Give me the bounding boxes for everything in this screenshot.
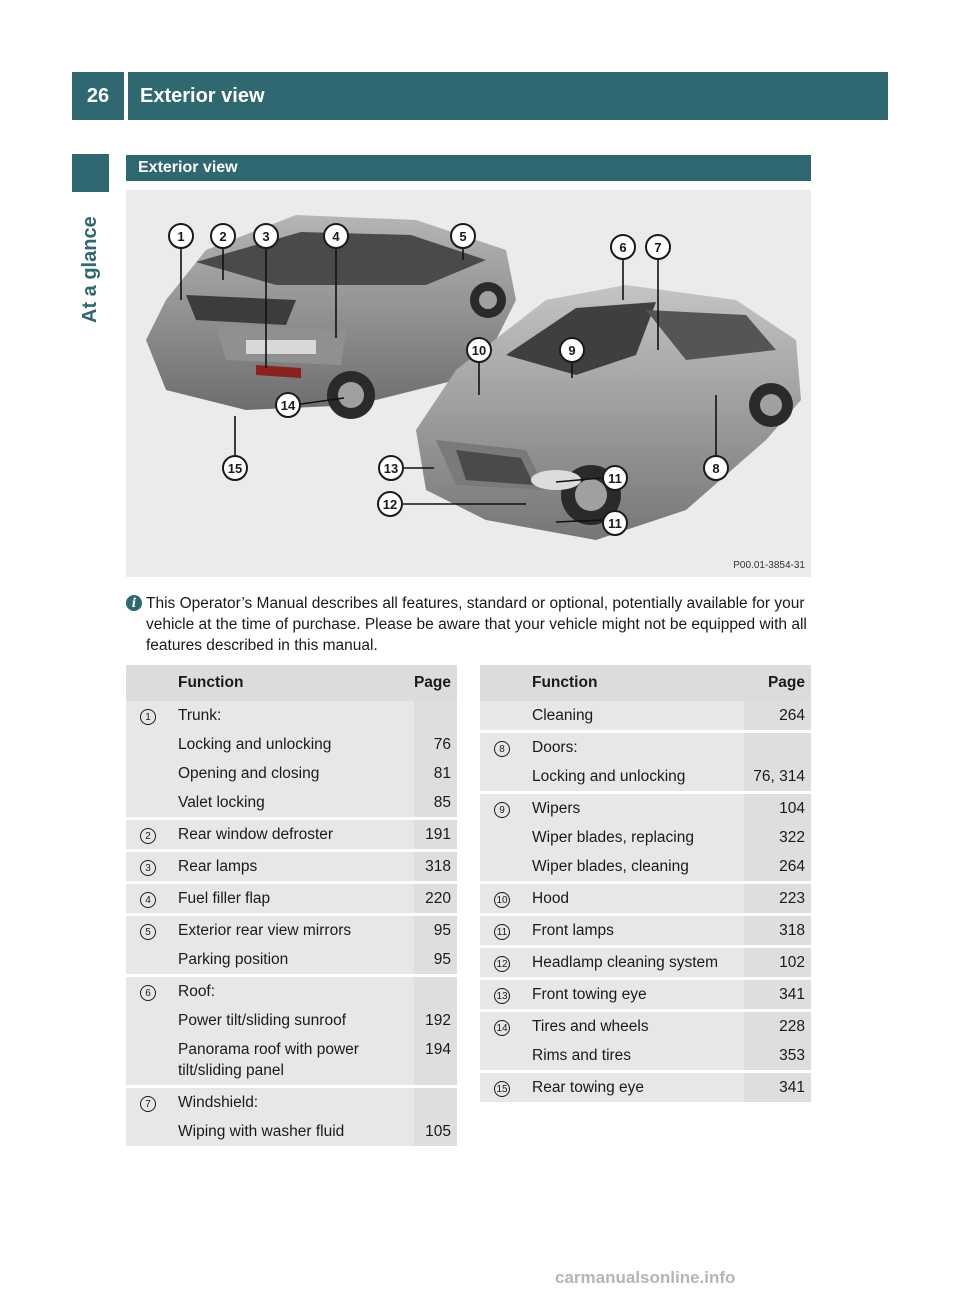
- row-function: Front towing eye: [524, 979, 744, 1011]
- callout-number: 9: [494, 802, 510, 818]
- row-callout: [480, 979, 524, 1011]
- table-header-callout: [126, 665, 170, 701]
- row-callout: [126, 701, 170, 730]
- callout-14: 14: [275, 392, 301, 418]
- row-callout: [480, 732, 524, 763]
- row-page: [414, 701, 457, 730]
- table-row: [126, 701, 457, 730]
- row-page: 76: [414, 730, 457, 759]
- table-row: [480, 915, 811, 947]
- table-row: [126, 788, 457, 819]
- sidebar-chapter-label: At a glance: [79, 216, 101, 324]
- row-page: 102: [744, 947, 811, 979]
- table-row: [480, 1041, 811, 1072]
- callout-number: 12: [494, 956, 510, 972]
- table-row: [126, 1006, 457, 1035]
- callout-number: 14: [494, 1020, 510, 1036]
- row-callout: [480, 1011, 524, 1042]
- row-page: 194: [414, 1035, 457, 1087]
- callout-number: 8: [494, 741, 510, 757]
- row-callout: [126, 788, 170, 819]
- sidebar-tab-block: [72, 154, 109, 192]
- row-function: Tires and wheels: [524, 1011, 744, 1042]
- row-page: 353: [744, 1041, 811, 1072]
- callout-number: 3: [140, 860, 156, 876]
- row-function: Headlamp cleaning system: [524, 947, 744, 979]
- row-callout: [480, 852, 524, 883]
- row-callout: [126, 915, 170, 946]
- row-callout: [480, 762, 524, 793]
- row-function: Wiper blades, cleaning: [524, 852, 744, 883]
- callout-12: 12: [377, 491, 403, 517]
- table-row: [480, 793, 811, 824]
- table-row: [126, 759, 457, 788]
- table-row: [480, 1072, 811, 1103]
- table-header-page: Page: [414, 665, 457, 701]
- row-function: Power tilt/sliding sunroof: [170, 1006, 414, 1035]
- info-icon: i: [126, 595, 142, 611]
- callout-number: 6: [140, 985, 156, 1001]
- callout-number: 10: [494, 892, 510, 908]
- info-note-text: This Operator’s Manual describes all features, standard or optional, potentially available for your vehicle at the time of purchase. Please be aware that your vehicle might not be equipped with all features described in this manual.: [146, 595, 807, 654]
- row-function: Rear lamps: [170, 851, 414, 883]
- callout-number: 4: [140, 892, 156, 908]
- figure-code: P00.01-3854-31: [733, 560, 805, 571]
- row-function: Locking and unlocking: [170, 730, 414, 759]
- table-row: [480, 979, 811, 1011]
- row-page: 105: [414, 1117, 457, 1146]
- table-row: [126, 945, 457, 976]
- callout-number: 1: [140, 709, 156, 725]
- row-callout: [126, 1087, 170, 1118]
- table-row: [126, 976, 457, 1007]
- row-callout: [126, 883, 170, 915]
- table-row: [126, 1117, 457, 1146]
- row-callout: [126, 976, 170, 1007]
- callout-11-upper: 11: [602, 465, 628, 491]
- callout-3: 3: [253, 223, 279, 249]
- row-function: Rear window defroster: [170, 819, 414, 851]
- info-note: [126, 593, 812, 656]
- row-page: 318: [414, 851, 457, 883]
- row-function: Rear towing eye: [524, 1072, 744, 1103]
- vehicle-exterior-figure: [126, 190, 811, 577]
- table-header-function: Function: [524, 665, 744, 701]
- table-row: [480, 823, 811, 852]
- footer-watermark: carmanualsonline.info: [555, 1268, 736, 1287]
- page-number: 26: [86, 84, 110, 107]
- row-function: Windshield:: [170, 1087, 414, 1118]
- row-callout: [126, 945, 170, 976]
- row-page: 85: [414, 788, 457, 819]
- row-page: 192: [414, 1006, 457, 1035]
- row-function: Doors:: [524, 732, 744, 763]
- callout-7: 7: [645, 234, 671, 260]
- row-page: 228: [744, 1011, 811, 1042]
- callout-number: 11: [494, 924, 510, 940]
- row-function: Fuel filler flap: [170, 883, 414, 915]
- row-callout: [126, 759, 170, 788]
- table-row: [480, 947, 811, 979]
- row-page: 223: [744, 883, 811, 915]
- table-row: [126, 915, 457, 946]
- row-callout: [126, 1117, 170, 1146]
- row-page: 264: [744, 852, 811, 883]
- row-callout: [480, 947, 524, 979]
- table-row: [126, 1035, 457, 1087]
- callout-number: 7: [140, 1096, 156, 1112]
- row-page: 95: [414, 915, 457, 946]
- row-page: 264: [744, 701, 811, 732]
- table-header-callout: [480, 665, 524, 701]
- row-page: 81: [414, 759, 457, 788]
- row-callout: [480, 1072, 524, 1103]
- page-title: Exterior view: [140, 84, 265, 107]
- function-table-left: [126, 665, 457, 1146]
- vehicle-illustration: [126, 190, 811, 577]
- row-page: 191: [414, 819, 457, 851]
- callout-10: 10: [466, 337, 492, 363]
- header-divider: [124, 72, 128, 120]
- row-function: Trunk:: [170, 701, 414, 730]
- row-callout: [126, 819, 170, 851]
- row-page: 104: [744, 793, 811, 824]
- callout-8: 8: [703, 455, 729, 481]
- row-function: Exterior rear view mirrors: [170, 915, 414, 946]
- row-page: 341: [744, 1072, 811, 1103]
- row-function: Parking position: [170, 945, 414, 976]
- callout-6: 6: [610, 234, 636, 260]
- callout-11-lower: 11: [602, 510, 628, 536]
- row-function: Hood: [524, 883, 744, 915]
- row-function: Rims and tires: [524, 1041, 744, 1072]
- row-page: [744, 732, 811, 763]
- function-table-right: [480, 665, 811, 1102]
- table-row: [126, 1087, 457, 1118]
- row-page: 318: [744, 915, 811, 947]
- section-heading: Exterior view: [126, 155, 811, 181]
- row-callout: [480, 793, 524, 824]
- table-row: [480, 852, 811, 883]
- row-callout: [126, 730, 170, 759]
- row-page: 76, 314: [744, 762, 811, 793]
- row-page: 95: [414, 945, 457, 976]
- row-callout: [126, 1035, 170, 1087]
- row-page: [414, 976, 457, 1007]
- table-row: [480, 1011, 811, 1042]
- row-function: Front lamps: [524, 915, 744, 947]
- table-row: [480, 883, 811, 915]
- row-page: 322: [744, 823, 811, 852]
- row-function: Cleaning: [524, 701, 744, 732]
- callout-4: 4: [323, 223, 349, 249]
- callout-number: 13: [494, 988, 510, 1004]
- callout-1: 1: [168, 223, 194, 249]
- row-page: 220: [414, 883, 457, 915]
- row-function: Opening and closing: [170, 759, 414, 788]
- table-row: [480, 701, 811, 732]
- table-header-row: [480, 665, 811, 701]
- row-callout: [480, 883, 524, 915]
- table-row: [126, 730, 457, 759]
- table-header-row: [126, 665, 457, 701]
- table-row: [480, 762, 811, 793]
- row-function: Panorama roof with power tilt/sliding panel: [170, 1035, 414, 1087]
- table-header-function: Function: [170, 665, 414, 701]
- row-callout: [126, 1006, 170, 1035]
- callout-number: 2: [140, 828, 156, 844]
- row-function: Wiping with washer fluid: [170, 1117, 414, 1146]
- callout-5: 5: [450, 223, 476, 249]
- callout-number: 5: [140, 924, 156, 940]
- row-function: Locking and unlocking: [524, 762, 744, 793]
- table-row: [126, 851, 457, 883]
- row-page: [414, 1087, 457, 1118]
- table-row: [480, 732, 811, 763]
- row-callout: [480, 701, 524, 732]
- row-page: 341: [744, 979, 811, 1011]
- table-row: [126, 883, 457, 915]
- callout-15: 15: [222, 455, 248, 481]
- table-row: [126, 819, 457, 851]
- callout-2: 2: [210, 223, 236, 249]
- row-callout: [126, 851, 170, 883]
- row-callout: [480, 823, 524, 852]
- row-callout: [480, 915, 524, 947]
- callout-13: 13: [378, 455, 404, 481]
- row-function: Valet locking: [170, 788, 414, 819]
- callout-number: 15: [494, 1081, 510, 1097]
- row-function: Wipers: [524, 793, 744, 824]
- row-function: Roof:: [170, 976, 414, 1007]
- callout-9: 9: [559, 337, 585, 363]
- row-function: Wiper blades, replacing: [524, 823, 744, 852]
- row-callout: [480, 1041, 524, 1072]
- table-header-page: Page: [744, 665, 811, 701]
